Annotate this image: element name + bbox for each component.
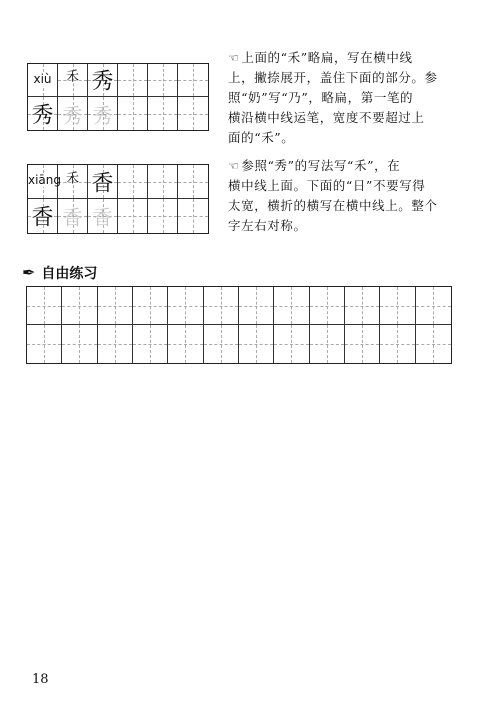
radical-char: 禾 [65, 69, 79, 85]
radical-char: 禾 [65, 171, 79, 187]
trace-char: 香 [62, 205, 83, 230]
note-line: ☜ 参照“秀”的写法写“禾”，在 [228, 156, 476, 176]
practice-cell[interactable] [133, 287, 168, 325]
practice-cell[interactable] [27, 287, 62, 325]
note-xiang [228, 156, 476, 236]
empty-cell [118, 165, 148, 199]
practice-cell[interactable] [416, 287, 451, 325]
pointing-hand-icon: ☜ [228, 159, 240, 173]
practice-cell[interactable] [168, 287, 203, 325]
practice-cell[interactable] [310, 325, 345, 363]
note-line: 上，撇捺展开，盖住下面的部分。参 [228, 70, 438, 85]
empty-cell [148, 165, 178, 199]
practice-cell[interactable] [239, 287, 274, 325]
empty-cell [178, 64, 208, 97]
practice-cell[interactable] [98, 325, 133, 363]
practice-cell[interactable] [168, 325, 203, 363]
cell-trace [88, 97, 118, 130]
empty-cell [178, 199, 208, 233]
pointing-hand-icon: ☜ [228, 51, 240, 65]
practice-cell[interactable] [274, 325, 309, 363]
note-line: ☜ 上面的“禾”略扁，写在横中线 [228, 48, 476, 68]
practice-cell[interactable] [204, 287, 239, 325]
trace-char: 秀 [62, 103, 83, 127]
empty-cell [178, 165, 208, 199]
empty-cell [118, 97, 148, 130]
note-line: 字左右对称。 [228, 218, 307, 233]
cell-pinyin [28, 165, 62, 199]
practice-cell[interactable] [345, 325, 380, 363]
cell-model [88, 64, 118, 97]
cell-example [28, 97, 58, 130]
practice-cell[interactable] [274, 287, 309, 325]
empty-cell [118, 199, 148, 233]
note-line: 照“奶”写“乃”，略扁，第一笔的 [228, 90, 414, 105]
cell-model [88, 165, 118, 199]
example-char: 香 [31, 205, 54, 231]
practice-cell[interactable] [416, 325, 451, 363]
cell-example [28, 199, 58, 233]
trace-char: 秀 [92, 103, 113, 127]
practice-cell[interactable] [310, 287, 345, 325]
note-line: 横沿横中线运笔，宽度不要超过上 [228, 110, 425, 125]
practice-cell[interactable] [98, 287, 133, 325]
practice-cell[interactable] [345, 287, 380, 325]
practice-cell[interactable] [204, 325, 239, 363]
practice-grid-xiu [27, 63, 209, 131]
pinyin-label: xiāng [28, 173, 62, 187]
practice-grid-xiang [27, 164, 209, 234]
empty-cell [148, 97, 178, 130]
model-char: 秀 [91, 69, 114, 95]
free-practice-grid[interactable] [26, 286, 452, 364]
note-line: 横中线上面。下面的“日”不要写得 [228, 178, 426, 193]
pen-nib-icon: ✒ [22, 263, 36, 282]
note-line: 面的“禾”。 [228, 130, 295, 145]
empty-cell [118, 64, 148, 97]
page-number: 18 [32, 672, 49, 687]
trace-char: 香 [92, 205, 113, 230]
practice-cell[interactable] [380, 325, 415, 363]
empty-cell [148, 199, 178, 233]
note-xiu [228, 48, 476, 148]
practice-cell[interactable] [62, 325, 97, 363]
empty-cell [148, 64, 178, 97]
cell-trace [88, 199, 118, 233]
practice-cell[interactable] [133, 325, 168, 363]
cell-trace [58, 199, 88, 233]
pinyin-label: xiù [28, 72, 57, 86]
practice-cell[interactable] [62, 287, 97, 325]
cell-trace [58, 97, 88, 130]
practice-cell[interactable] [27, 325, 62, 363]
note-line: 太宽，横折的横写在横中线上。整个 [228, 198, 438, 213]
model-char: 香 [91, 171, 114, 196]
practice-cell[interactable] [239, 325, 274, 363]
example-char: 秀 [31, 103, 54, 128]
cell-pinyin [28, 64, 58, 97]
practice-cell[interactable] [380, 287, 415, 325]
empty-cell [178, 97, 208, 130]
cell-radical [58, 165, 88, 199]
free-practice-heading: ✒ 自由练习 [22, 263, 98, 282]
cell-radical [58, 64, 88, 97]
